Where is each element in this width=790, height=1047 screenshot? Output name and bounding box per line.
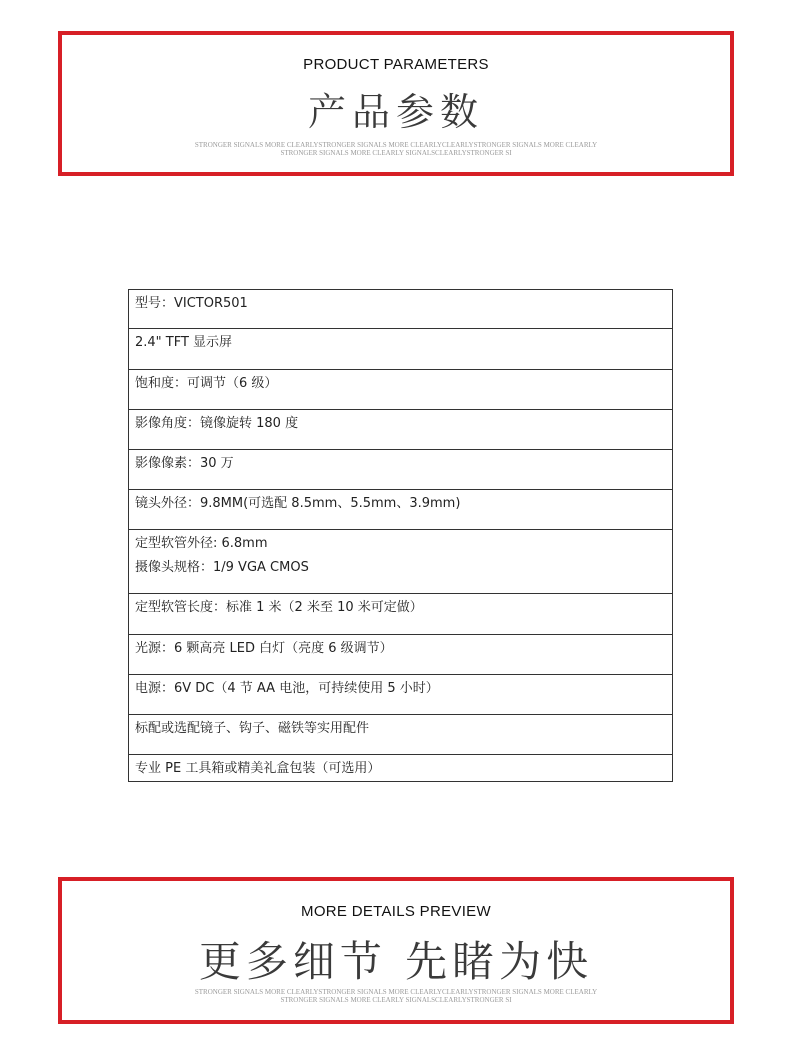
- spec-cell: [129, 329, 673, 370]
- spec-cell: [129, 675, 673, 715]
- spec-row: [129, 450, 673, 490]
- spec-cell: [129, 410, 673, 450]
- spec-row: [129, 290, 673, 329]
- specification-table-body: [129, 290, 673, 782]
- spec-cell-content: [135, 290, 672, 316]
- spec-text: 影像角度：镜像旋转 180 度: [135, 416, 299, 431]
- spec-cell: [129, 490, 673, 530]
- spec-cell-content: [135, 490, 672, 516]
- spec-cell: [129, 715, 673, 755]
- spec-row: [129, 410, 673, 450]
- spec-text: 专业 PE 工具箱或精美礼盒包装（可选用）: [135, 761, 381, 776]
- spec-row: [129, 635, 673, 675]
- spec-row: [129, 530, 673, 594]
- spec-cell-content: [135, 715, 672, 741]
- spec-cell: [129, 290, 673, 329]
- product-parameters-banner: [58, 31, 734, 176]
- spec-text: 标配或选配镜子、钩子、磁铁等实用配件: [135, 721, 370, 736]
- spec-text: 2.4" TFT 显示屏: [135, 335, 233, 350]
- spec-cell: [129, 594, 673, 635]
- spec-row: [129, 675, 673, 715]
- spec-cell-content: [135, 329, 672, 355]
- spec-text: 影像像素：30 万: [135, 456, 234, 471]
- spec-text: 电源：6V DC（4 节 AA 电池，可持续使用 5 小时）: [135, 681, 439, 696]
- spec-cell-content: [135, 410, 672, 436]
- banner-english-title: PRODUCT PARAMETERS: [303, 56, 489, 73]
- banner-tagline: [62, 988, 730, 1004]
- spec-text: 光源：6 颗高亮 LED 白灯（亮度 6 级调节）: [135, 641, 393, 656]
- spec-text: 镜头外径：9.8MM(可选配 8.5mm、5.5mm、3.9mm): [135, 496, 461, 511]
- spec-row: [129, 715, 673, 755]
- spec-cell: [129, 635, 673, 675]
- spec-text: 定型软管长度：标准 1 米（2 米至 10 米可定做）: [135, 600, 423, 615]
- spec-row: [129, 490, 673, 530]
- more-details-banner: [58, 877, 734, 1024]
- spec-text: 饱和度：可调节（6 级）: [135, 376, 278, 391]
- banner-tagline-line-1: STRONGER SIGNALS MORE CLEARLYSTRONGER SIGNALS MORE CLEARLYCLEARLYSTRONGER SIGNALS MORE CLEARLY: [194, 988, 598, 996]
- spec-cell-content: [135, 635, 672, 661]
- spec-text: 摄像头规格：1/9 VGA CMOS: [135, 560, 309, 575]
- spec-cell: [129, 755, 673, 782]
- spec-cell: [129, 530, 673, 594]
- spec-row: [129, 594, 673, 635]
- spec-cell-content: [135, 370, 672, 396]
- spec-row: [129, 370, 673, 410]
- spec-text: 定型软管外径: 6.8mm: [135, 536, 268, 551]
- spec-cell: [129, 450, 673, 490]
- spec-cell-content: [135, 755, 672, 781]
- spec-cell-content: [135, 594, 672, 620]
- spec-text: 型号：VICTOR501: [135, 296, 248, 311]
- spec-cell-content: [135, 675, 672, 701]
- spec-cell: [129, 370, 673, 410]
- spec-row: [129, 755, 673, 782]
- banner-chinese-title: 更多细节 先睹为快: [198, 937, 594, 986]
- banner-chinese-title: 产品参数: [307, 90, 484, 134]
- banner-english-title: MORE DETAILS PREVIEW: [301, 903, 491, 920]
- banner-tagline-line-2: STRONGER SIGNALS MORE CLEARLY SIGNALSCLEARLYSTRONGER SI: [280, 149, 512, 157]
- banner-tagline-line-2: STRONGER SIGNALS MORE CLEARLY SIGNALSCLEARLYSTRONGER SI: [280, 996, 512, 1004]
- spec-row: [129, 329, 673, 370]
- spec-cell-content: [135, 450, 672, 476]
- banner-tagline-line-1: STRONGER SIGNALS MORE CLEARLYSTRONGER SIGNALS MORE CLEARLYCLEARLYSTRONGER SIGNALS MORE CLEARLY: [194, 141, 598, 149]
- spec-cell-content: [135, 530, 672, 580]
- banner-tagline: [62, 141, 730, 157]
- specification-table: [128, 289, 673, 782]
